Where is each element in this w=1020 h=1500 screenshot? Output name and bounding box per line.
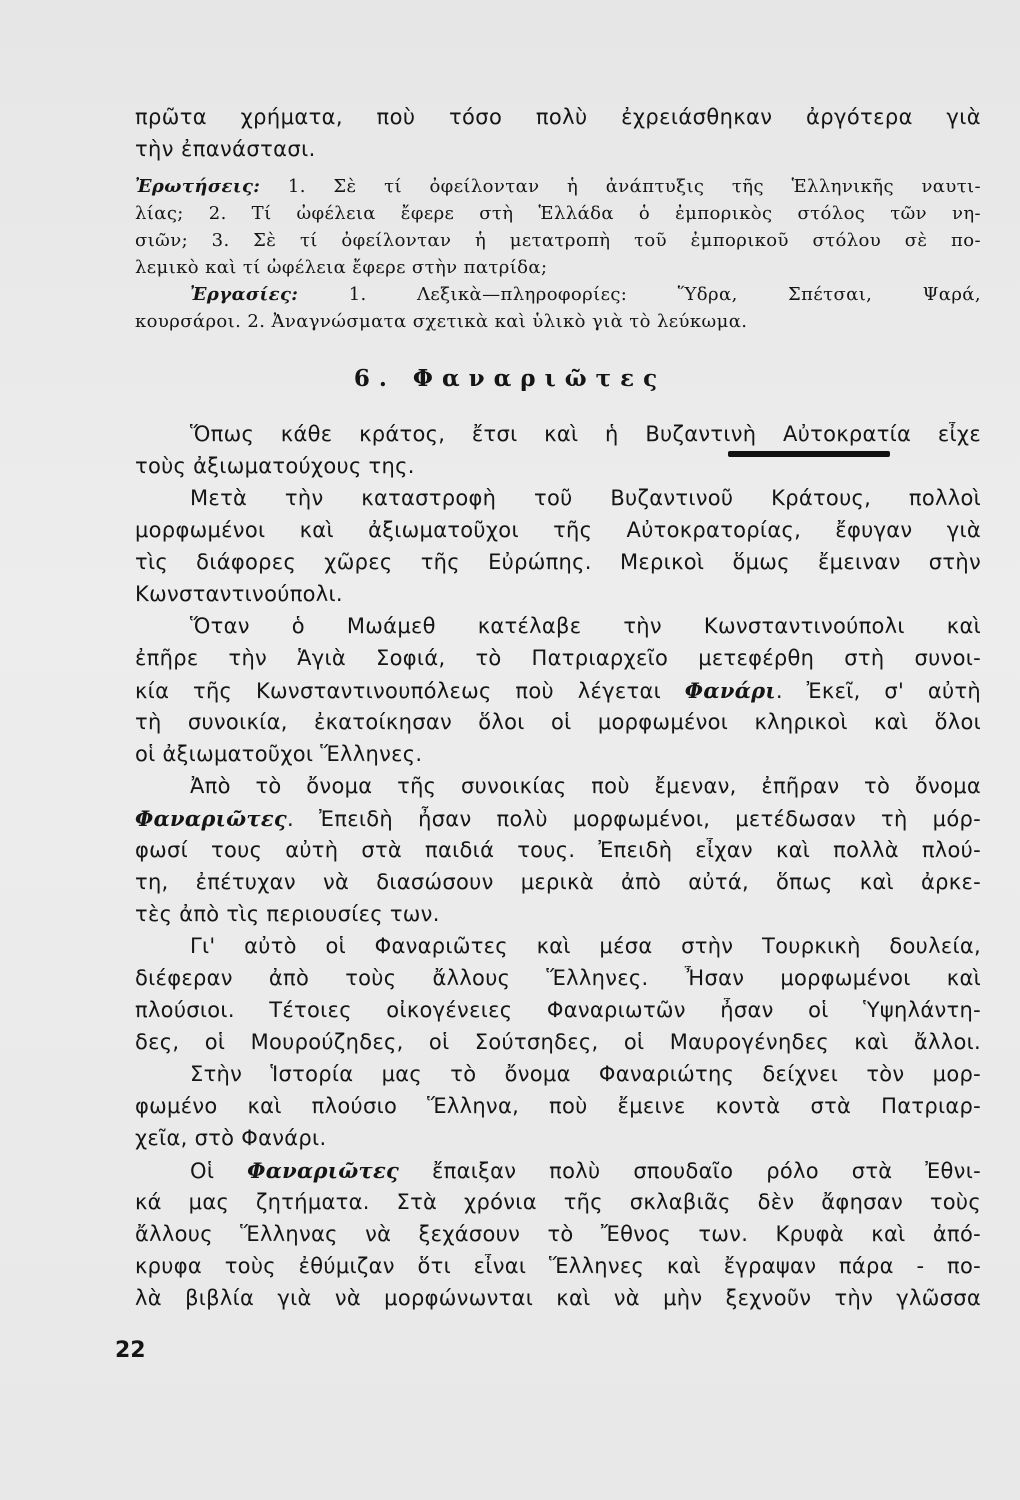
page-number: 22 xyxy=(115,1338,146,1363)
questions-line-4: λεμικὸ καὶ τί ὠφέλεια ἔφερε στὴν πατρίδα; xyxy=(135,257,548,278)
questions-line-3: σιῶν; 3. Σὲ τί ὀφείλονταν ἡ μετατροπὴ τοῦ ἐμπορικοῦ στόλου σὲ πο- xyxy=(135,230,981,251)
intro-line-1: πρῶτα χρήματα, ποὺ τόσο πολὺ ἐχρειάσθηκαν ἀργότερα γιὰ xyxy=(135,105,981,129)
p6-line-3: χεῖα, στὸ Φανάρι. xyxy=(135,1126,327,1150)
p7-line-1-start: Οἱ xyxy=(190,1159,248,1183)
fanariotes-term-2: Φαναριῶτες xyxy=(247,1158,400,1183)
questions-line-1 xyxy=(135,176,981,197)
p3-line-3-start: κία τῆς Κωνσταντινουπόλεως ποὺ λέγεται xyxy=(135,679,685,703)
p6-line-1: Στὴν Ἱστορία μας τὸ ὄνομα Φαναριώτης δείχνει τὸν μορ- xyxy=(190,1062,981,1086)
p7-line-4: κρυφα τοὺς ἐθύμιζαν ὅτι εἶναι Ἕλληνες καὶ ἔγραψαν πάρα - πο- xyxy=(135,1254,981,1278)
p7-line-2: κά μας ζητήματα. Στὰ χρόνια τῆς σκλαβιᾶς δὲν ἄφησαν τοὺς xyxy=(135,1190,981,1214)
fanari-term: Φανάρι xyxy=(684,678,776,703)
p3-line-3-end: . Ἐκεῖ, σ' αὐτὴ xyxy=(775,679,981,703)
questions-label: Ἐρωτήσεις: xyxy=(135,176,261,197)
p4-line-3: φωσί τους αὐτὴ στὰ παιδιά τους. Ἐπειδὴ εἶχαν καὶ πολλὰ πλού- xyxy=(135,838,981,862)
p5-line-4: δες, οἱ Μουρούζηδες, οἱ Σούτσηδες, οἱ Μαυρογένηδες καὶ ἄλλοι. xyxy=(135,1030,981,1054)
p7-line-1 xyxy=(135,1158,981,1183)
p5-line-2: διέφεραν ἀπὸ τοὺς ἄλλους Ἕλληνες. Ἦσαν μορφωμένοι καὶ xyxy=(135,966,981,990)
tasks-text-1: 1. Λεξικὰ—πληροφορίες: Ὕδρα, Σπέτσαι, Ψαρά, xyxy=(348,284,981,305)
p4-line-1: Ἀπὸ τὸ ὄνομα τῆς συνοικίας ποὺ ἔμεναν, ἐπῆραν τὸ ὄνομα xyxy=(190,774,981,798)
p3-line-1: Ὅταν ὁ Μωάμεθ κατέλαβε τὴν Κωνσταντινούπολι καὶ xyxy=(190,614,981,638)
questions-line-2: λίας; 2. Τί ὠφέλεια ἔφερε στὴ Ἑλλάδα ὁ ἐμπορικὸς στόλος τῶν νη- xyxy=(135,203,981,224)
p5-line-1: Γι' αὐτὸ οἱ Φαναριῶτες καὶ μέσα στὴν Τουρκικὴ δουλεία, xyxy=(190,934,981,958)
p2-line-1: Μετὰ τὴν καταστροφὴ τοῦ Βυζαντινοῦ Κράτους, πολλοὶ xyxy=(190,486,981,510)
p1-line-2: τοὺς ἀξιωματούχους της. xyxy=(135,454,415,478)
p2-line-4: Κωνσταντινούπολι. xyxy=(135,582,343,606)
p4-line-5: τὲς ἀπὸ τὶς περιουσίες των. xyxy=(135,902,440,926)
p4-line-4: τη, ἐπέτυχαν νὰ διασώσουν μερικὰ ἀπὸ αὐτά, ὅπως καὶ ἀρκε- xyxy=(135,870,981,894)
tasks-label: Ἐργασίες: xyxy=(190,284,299,305)
p3-line-3 xyxy=(135,678,981,703)
tasks-line-2: κουρσάροι. 2. Ἀναγνώσματα σχετικὰ καὶ ὑλικὸ γιὰ τὸ λεύκωμα. xyxy=(135,311,748,332)
p3-line-5: οἱ ἀξιωματοῦχοι Ἕλληνες. xyxy=(135,742,423,766)
p1-line-1: Ὅπως κάθε κράτος, ἔτσι καὶ ἡ Βυζαντινὴ Αὐτοκρατία εἶχε xyxy=(190,422,981,446)
section-heading: 6. Φαναριῶτες xyxy=(353,365,667,392)
p2-line-3: τὶς διάφορες χῶρες τῆς Εὐρώπης. Μερικοὶ ὅμως ἔμειναν στὴν xyxy=(135,550,981,574)
p6-line-2: φωμένο καὶ πλούσιο Ἕλληνα, ποὺ ἔμεινε κοντὰ στὰ Πατριαρ- xyxy=(135,1094,981,1118)
p2-line-2: μορφωμένοι καὶ ἀξιωματοῦχοι τῆς Αὐτοκρατορίας, ἔφυγαν γιὰ xyxy=(135,518,981,542)
p7-line-1-end: ἔπαιξαν πολὺ σπουδαῖο ρόλο στὰ Ἐθνι- xyxy=(399,1159,981,1183)
p7-line-3: ἄλλους Ἕλληνας νὰ ξεχάσουν τὸ Ἔθνος των. Κρυφὰ καὶ ἀπό- xyxy=(135,1222,981,1246)
p3-line-2: ἐπῆρε τὴν Ἁγιὰ Σοφιά, τὸ Πατριαρχεῖο μετεφέρθη στὴ συνοι- xyxy=(135,646,981,670)
intro-line-2: τὴν ἐπανάστασι. xyxy=(135,137,316,161)
p7-line-5: λὰ βιβλία γιὰ νὰ μορφώνωνται καὶ νὰ μὴν ξεχνοῦν τὴν γλῶσσα xyxy=(135,1286,981,1310)
p3-line-4: τὴ συνοικία, ἐκατοίκησαν ὅλοι οἱ μορφωμένοι κληρικοὶ καὶ ὅλοι xyxy=(135,710,981,734)
questions-text-1: 1. Σὲ τί ὀφείλονταν ἡ ἀνάπτυξις τῆς Ἑλληνικῆς ναυτι- xyxy=(287,176,981,197)
fanariotes-term: Φαναριῶτες xyxy=(135,806,287,831)
p4-line-2-end: . Ἐπειδὴ ἦσαν πολὺ μορφωμένοι, μετέδωσαν τὴ μόρ- xyxy=(287,807,981,831)
p4-line-2 xyxy=(135,806,981,831)
tasks-line-1 xyxy=(135,284,981,305)
p5-line-3: πλούσιοι. Τέτοιες οἰκογένειες Φαναριωτῶν ἦσαν οἱ Ὑψηλάντη- xyxy=(135,998,981,1022)
